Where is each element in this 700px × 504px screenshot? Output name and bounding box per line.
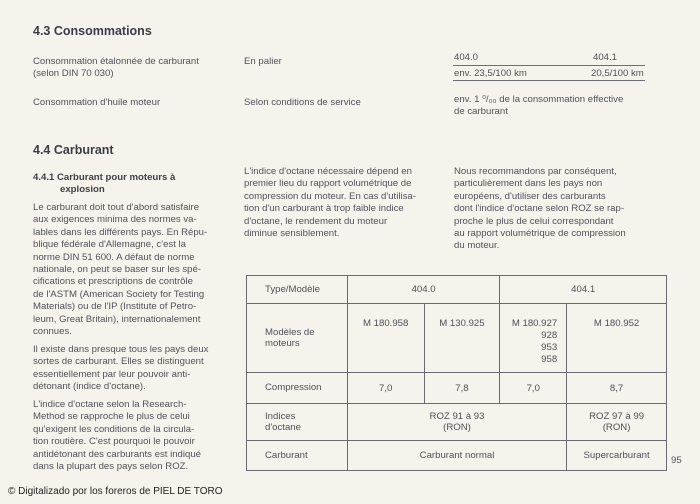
col1-paragraph-2 bbox=[33, 344, 230, 394]
table-row bbox=[247, 441, 667, 471]
text-line: tion d'un carburant à trop faible indice bbox=[244, 203, 404, 215]
text-line: antidétonant des carburants est indiqué bbox=[33, 448, 202, 460]
divider bbox=[453, 80, 645, 81]
subsection-heading bbox=[33, 172, 175, 197]
fuel-spec-table bbox=[246, 275, 667, 471]
fuel-consumption-a: env. 23,5/100 km bbox=[454, 68, 527, 79]
oil-consumption-value-line: de carburant bbox=[454, 106, 508, 118]
fuel-label-cell: Carburant bbox=[247, 441, 348, 471]
cell-line: moteurs bbox=[265, 338, 300, 349]
col1-paragraph-3 bbox=[33, 399, 230, 473]
type-label-cell: Type/Modèle bbox=[247, 276, 348, 304]
oil-consumption-value bbox=[454, 94, 647, 119]
oil-consumption-value-line: env. 1 ⁰/₀₀ de la consommation effective bbox=[454, 94, 624, 105]
cell-line: Indices bbox=[265, 410, 296, 422]
section-heading-fuel: 4.4 Carburant bbox=[33, 143, 114, 157]
text-line: proche le plus de celui correspondant bbox=[454, 215, 614, 227]
section-heading-consumption: 4.3 Consommations bbox=[33, 24, 152, 38]
text-line: d'octane, le rendement du moteur bbox=[244, 215, 388, 227]
text-line: dont l'indice d'octane selon ROZ se rap- bbox=[454, 203, 625, 215]
text-line: connues. bbox=[33, 326, 72, 338]
col2-paragraph bbox=[244, 166, 440, 240]
text-line: Nous recommandons par conséquent, bbox=[454, 166, 617, 177]
text-line: blique fédérale d'Allemagne, c'est la bbox=[33, 239, 186, 251]
cell-line: 953 bbox=[541, 342, 558, 353]
text-line: norme DIN 51 600. A défaut de norme bbox=[33, 251, 195, 263]
text-line: compression du moteur. En cas d'utilisa- bbox=[244, 190, 416, 202]
text-line: leum, Great Britain), internationalement bbox=[33, 313, 201, 325]
engine-cell: M 130.925 bbox=[424, 304, 500, 373]
compression-label-cell: Compression bbox=[247, 373, 348, 404]
cell-line: ROZ 91 à 93 bbox=[429, 410, 485, 422]
cell-line: 958 bbox=[541, 354, 558, 365]
table-row bbox=[247, 276, 667, 304]
octane-b-cell bbox=[567, 404, 667, 441]
engine-cell: M 180.952 bbox=[567, 304, 667, 373]
text-line: détonant (indice d'octane). bbox=[33, 381, 146, 393]
text-line: Method se rapproche le plus de celui bbox=[33, 411, 190, 423]
fuel-consumption-label-line: (selon DIN 70 030) bbox=[33, 68, 114, 80]
text-line: nationale, on peut se baser sur les spé- bbox=[33, 264, 201, 276]
text-line: Il existe dans presque tous les pays deux bbox=[33, 344, 209, 355]
octane-label-cell bbox=[247, 404, 348, 441]
subsection-heading-line: 4.4.1 Carburant pour moteurs à bbox=[33, 172, 176, 183]
octane-a-cell bbox=[347, 404, 566, 441]
text-line: au rapport volumétrique de compression bbox=[454, 228, 626, 240]
text-line: L'indice d'octane nécessaire dépend en bbox=[244, 166, 412, 177]
text-line: Materials) ou de l'IP (Institute of Petro- bbox=[33, 301, 197, 313]
compression-cell: 7,0 bbox=[347, 373, 424, 404]
text-line: européens, d'utiliser des carburants bbox=[454, 190, 606, 202]
engine-cell bbox=[500, 304, 567, 373]
fuel-consumption-condition: En palier bbox=[244, 56, 282, 67]
text-line: dans la plupart des pays selon ROZ. bbox=[33, 461, 189, 473]
oil-consumption-label: Consommation d'huile moteur bbox=[33, 97, 161, 108]
model-b-header: 404.1 bbox=[593, 52, 618, 63]
type-a-cell: 404.0 bbox=[347, 276, 499, 304]
text-line: tion routière. C'est pourquoi le pouvoir bbox=[33, 436, 195, 448]
model-a-header: 404.0 bbox=[454, 52, 479, 63]
text-line: essentiellement par leur pouvoir anti- bbox=[33, 368, 191, 380]
cell-line: d'octane bbox=[265, 422, 301, 433]
compression-cell: 7,0 bbox=[500, 373, 567, 404]
text-line: L'indice d'octane selon la Research- bbox=[33, 399, 187, 410]
fuel-consumption-label-line: Consommation étalonnée de carburant bbox=[33, 56, 199, 67]
text-line: aux exigences minima des normes va- bbox=[33, 214, 197, 226]
table-row bbox=[247, 373, 667, 404]
text-line: cifications et prescriptions de contrôle bbox=[33, 276, 193, 288]
cell-line: (RON) bbox=[443, 422, 471, 433]
col3-paragraph bbox=[454, 166, 648, 253]
divider bbox=[453, 65, 645, 66]
text-line: sortes de carburant. Elles se distinguent bbox=[33, 356, 204, 368]
text-line: Le carburant doit tout d'abord satisfaire bbox=[33, 202, 200, 213]
text-line: particulièrement dans les pays non bbox=[454, 178, 603, 190]
cell-line: 928 bbox=[541, 330, 558, 341]
compression-cell: 7,8 bbox=[424, 373, 500, 404]
text-line: lables dans les différents pays. En Répu- bbox=[33, 226, 208, 238]
footer-credit: © Digitalizado por los foreros de PIEL DE TORO bbox=[8, 486, 223, 497]
subsection-heading-line: explosion bbox=[60, 184, 105, 196]
cell-line: ROZ 97 à 99 bbox=[589, 410, 645, 422]
fuel-consumption-b: 20,5/100 km bbox=[591, 68, 644, 79]
table-row bbox=[247, 404, 667, 441]
type-b-cell: 404.1 bbox=[500, 276, 667, 304]
oil-consumption-condition: Selon conditions de service bbox=[244, 97, 361, 108]
compression-cell: 8,7 bbox=[567, 373, 667, 404]
text-line: du moteur. bbox=[454, 240, 500, 252]
text-line: de l'ASTM (American Society for Testing bbox=[33, 288, 205, 300]
text-line: diminue sensiblement. bbox=[244, 228, 340, 240]
text-line: premier lieu du rapport volumétrique de bbox=[244, 178, 412, 190]
table-row bbox=[247, 304, 667, 373]
cell-line: Modèles de bbox=[265, 326, 315, 338]
fuel-b-cell: Supercarburant bbox=[567, 441, 667, 471]
fuel-a-cell: Carburant normal bbox=[347, 441, 566, 471]
page-number: 95 bbox=[671, 455, 682, 466]
engine-cell: M 180.958 bbox=[347, 304, 424, 373]
cell-line: (RON) bbox=[602, 422, 631, 433]
engines-label-cell bbox=[247, 304, 348, 373]
col1-paragraph-1 bbox=[33, 202, 230, 338]
cell-line: M 180.927 bbox=[511, 318, 558, 329]
text-line: qu'exigent les conditions de la circula- bbox=[33, 423, 195, 435]
fuel-consumption-label bbox=[33, 56, 199, 81]
